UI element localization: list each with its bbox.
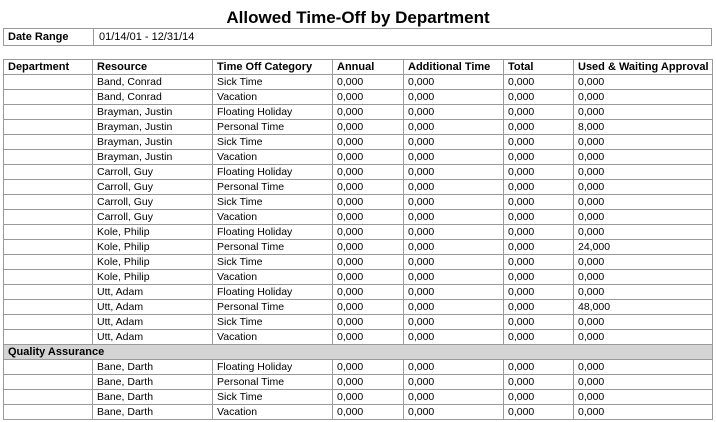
resource-cell: Kole, Philip [93, 270, 213, 285]
table-row [4, 285, 713, 300]
used-waiting-cell: 0,000 [574, 165, 713, 180]
additional-time-cell: 0,000 [404, 240, 504, 255]
used-waiting-cell: 0,000 [574, 135, 713, 150]
date-range-divider [93, 29, 94, 45]
total-cell: 0,000 [504, 210, 574, 225]
used-waiting-cell: 0,000 [574, 315, 713, 330]
resource-cell: Brayman, Justin [93, 150, 213, 165]
total-cell: 0,000 [504, 195, 574, 210]
category-cell: Personal Time [213, 240, 333, 255]
department-cell [4, 135, 93, 150]
table-row [4, 330, 713, 345]
total-cell: 0,000 [504, 165, 574, 180]
table-header-row [4, 60, 713, 75]
annual-cell: 0,000 [333, 360, 404, 375]
department-name: Quality Assurance [4, 345, 713, 360]
total-cell: 0,000 [504, 150, 574, 165]
resource-cell: Carroll, Guy [93, 180, 213, 195]
table-body [4, 75, 713, 420]
department-row [4, 345, 713, 360]
annual-cell: 0,000 [333, 390, 404, 405]
annual-cell: 0,000 [333, 180, 404, 195]
resource-cell: Brayman, Justin [93, 105, 213, 120]
department-cell [4, 315, 93, 330]
table-row [4, 165, 713, 180]
annual-cell: 0,000 [333, 300, 404, 315]
used-waiting-cell: 48,000 [574, 300, 713, 315]
total-cell: 0,000 [504, 90, 574, 105]
category-cell: Floating Holiday [213, 165, 333, 180]
department-cell [4, 90, 93, 105]
annual-cell: 0,000 [333, 375, 404, 390]
resource-cell: Bane, Darth [93, 360, 213, 375]
total-cell: 0,000 [504, 105, 574, 120]
table-row [4, 135, 713, 150]
category-cell: Personal Time [213, 120, 333, 135]
category-cell: Sick Time [213, 315, 333, 330]
total-cell: 0,000 [504, 330, 574, 345]
annual-cell: 0,000 [333, 285, 404, 300]
resource-cell: Bane, Darth [93, 390, 213, 405]
additional-time-cell: 0,000 [404, 255, 504, 270]
annual-cell: 0,000 [333, 195, 404, 210]
category-cell: Vacation [213, 210, 333, 225]
column-header-department[interactable]: Department [4, 60, 93, 75]
category-cell: Floating Holiday [213, 225, 333, 240]
category-cell: Sick Time [213, 195, 333, 210]
table-row [4, 105, 713, 120]
additional-time-cell: 0,000 [404, 270, 504, 285]
department-cell [4, 225, 93, 240]
column-header-total[interactable]: Total [504, 60, 574, 75]
additional-time-cell: 0,000 [404, 330, 504, 345]
table-row [4, 390, 713, 405]
department-cell [4, 285, 93, 300]
column-header-annual[interactable]: Annual [333, 60, 404, 75]
department-cell [4, 195, 93, 210]
additional-time-cell: 0,000 [404, 225, 504, 240]
table-row [4, 255, 713, 270]
category-cell: Vacation [213, 330, 333, 345]
annual-cell: 0,000 [333, 150, 404, 165]
total-cell: 0,000 [504, 75, 574, 90]
category-cell: Floating Holiday [213, 285, 333, 300]
department-cell [4, 75, 93, 90]
used-waiting-cell: 0,000 [574, 375, 713, 390]
additional-time-cell: 0,000 [404, 375, 504, 390]
annual-cell: 0,000 [333, 255, 404, 270]
used-waiting-cell: 0,000 [574, 285, 713, 300]
department-cell [4, 330, 93, 345]
used-waiting-cell: 0,000 [574, 210, 713, 225]
annual-cell: 0,000 [333, 315, 404, 330]
table-row [4, 120, 713, 135]
total-cell: 0,000 [504, 375, 574, 390]
used-waiting-cell: 0,000 [574, 180, 713, 195]
resource-cell: Band, Conrad [93, 90, 213, 105]
additional-time-cell: 0,000 [404, 90, 504, 105]
additional-time-cell: 0,000 [404, 390, 504, 405]
additional-time-cell: 0,000 [404, 405, 504, 420]
category-cell: Personal Time [213, 180, 333, 195]
total-cell: 0,000 [504, 300, 574, 315]
total-cell: 0,000 [504, 135, 574, 150]
additional-time-cell: 0,000 [404, 210, 504, 225]
department-cell [4, 255, 93, 270]
annual-cell: 0,000 [333, 90, 404, 105]
column-header-resource[interactable]: Resource [93, 60, 213, 75]
used-waiting-cell: 0,000 [574, 405, 713, 420]
category-cell: Floating Holiday [213, 360, 333, 375]
resource-cell: Brayman, Justin [93, 135, 213, 150]
additional-time-cell: 0,000 [404, 150, 504, 165]
total-cell: 0,000 [504, 240, 574, 255]
additional-time-cell: 0,000 [404, 105, 504, 120]
table-row [4, 195, 713, 210]
category-cell: Vacation [213, 270, 333, 285]
annual-cell: 0,000 [333, 405, 404, 420]
resource-cell: Utt, Adam [93, 285, 213, 300]
resource-cell: Utt, Adam [93, 315, 213, 330]
department-cell [4, 390, 93, 405]
additional-time-cell: 0,000 [404, 180, 504, 195]
used-waiting-cell: 0,000 [574, 150, 713, 165]
total-cell: 0,000 [504, 390, 574, 405]
resource-cell: Carroll, Guy [93, 165, 213, 180]
annual-cell: 0,000 [333, 120, 404, 135]
time-off-table [3, 59, 713, 420]
column-header-additional-time[interactable]: Additional Time [404, 60, 504, 75]
category-cell: Floating Holiday [213, 105, 333, 120]
used-waiting-cell: 0,000 [574, 360, 713, 375]
annual-cell: 0,000 [333, 270, 404, 285]
used-waiting-cell: 8,000 [574, 120, 713, 135]
resource-cell: Kole, Philip [93, 255, 213, 270]
category-cell: Personal Time [213, 300, 333, 315]
resource-cell: Utt, Adam [93, 300, 213, 315]
table-row [4, 375, 713, 390]
department-cell [4, 360, 93, 375]
table-row [4, 180, 713, 195]
annual-cell: 0,000 [333, 210, 404, 225]
annual-cell: 0,000 [333, 225, 404, 240]
department-cell [4, 210, 93, 225]
department-cell [4, 150, 93, 165]
resource-cell: Bane, Darth [93, 405, 213, 420]
table-row [4, 210, 713, 225]
total-cell: 0,000 [504, 285, 574, 300]
date-range-row [3, 28, 712, 46]
additional-time-cell: 0,000 [404, 315, 504, 330]
category-cell: Sick Time [213, 75, 333, 90]
additional-time-cell: 0,000 [404, 285, 504, 300]
annual-cell: 0,000 [333, 330, 404, 345]
annual-cell: 0,000 [333, 75, 404, 90]
additional-time-cell: 0,000 [404, 360, 504, 375]
additional-time-cell: 0,000 [404, 75, 504, 90]
category-cell: Sick Time [213, 135, 333, 150]
resource-cell: Kole, Philip [93, 240, 213, 255]
total-cell: 0,000 [504, 120, 574, 135]
resource-cell: Carroll, Guy [93, 195, 213, 210]
table-row [4, 300, 713, 315]
annual-cell: 0,000 [333, 135, 404, 150]
used-waiting-cell: 0,000 [574, 390, 713, 405]
department-cell [4, 375, 93, 390]
column-header-category[interactable]: Time Off Category [213, 60, 333, 75]
total-cell: 0,000 [504, 405, 574, 420]
used-waiting-cell: 0,000 [574, 75, 713, 90]
used-waiting-cell: 0,000 [574, 195, 713, 210]
resource-cell: Utt, Adam [93, 330, 213, 345]
table-row [4, 90, 713, 105]
date-range-value: 01/14/01 - 12/31/14 [99, 31, 195, 43]
additional-time-cell: 0,000 [404, 195, 504, 210]
category-cell: Sick Time [213, 255, 333, 270]
annual-cell: 0,000 [333, 165, 404, 180]
resource-cell: Brayman, Justin [93, 120, 213, 135]
total-cell: 0,000 [504, 360, 574, 375]
department-cell [4, 120, 93, 135]
table-row [4, 240, 713, 255]
used-waiting-cell: 0,000 [574, 105, 713, 120]
report-title: Allowed Time-Off by Department [226, 8, 490, 27]
additional-time-cell: 0,000 [404, 300, 504, 315]
department-cell [4, 405, 93, 420]
table-row [4, 360, 713, 375]
date-range-label: Date Range [8, 31, 69, 43]
used-waiting-cell: 0,000 [574, 270, 713, 285]
table-row [4, 225, 713, 240]
used-waiting-cell: 0,000 [574, 330, 713, 345]
total-cell: 0,000 [504, 180, 574, 195]
used-waiting-cell: 0,000 [574, 255, 713, 270]
department-cell [4, 270, 93, 285]
category-cell: Vacation [213, 150, 333, 165]
category-cell: Personal Time [213, 375, 333, 390]
category-cell: Vacation [213, 90, 333, 105]
additional-time-cell: 0,000 [404, 165, 504, 180]
resource-cell: Kole, Philip [93, 225, 213, 240]
used-waiting-cell: 0,000 [574, 225, 713, 240]
table-row [4, 75, 713, 90]
department-cell [4, 180, 93, 195]
table-row [4, 405, 713, 420]
additional-time-cell: 0,000 [404, 120, 504, 135]
resource-cell: Bane, Darth [93, 375, 213, 390]
additional-time-cell: 0,000 [404, 135, 504, 150]
department-cell [4, 300, 93, 315]
used-waiting-cell: 24,000 [574, 240, 713, 255]
total-cell: 0,000 [504, 315, 574, 330]
total-cell: 0,000 [504, 255, 574, 270]
annual-cell: 0,000 [333, 240, 404, 255]
category-cell: Vacation [213, 405, 333, 420]
annual-cell: 0,000 [333, 105, 404, 120]
used-waiting-cell: 0,000 [574, 90, 713, 105]
resource-cell: Band, Conrad [93, 75, 213, 90]
department-cell [4, 105, 93, 120]
department-cell [4, 165, 93, 180]
resource-cell: Carroll, Guy [93, 210, 213, 225]
column-header-used-waiting[interactable]: Used & Waiting Approval [574, 60, 713, 75]
total-cell: 0,000 [504, 270, 574, 285]
table-row [4, 270, 713, 285]
total-cell: 0,000 [504, 225, 574, 240]
table-row [4, 315, 713, 330]
category-cell: Sick Time [213, 390, 333, 405]
department-cell [4, 240, 93, 255]
table-row [4, 150, 713, 165]
